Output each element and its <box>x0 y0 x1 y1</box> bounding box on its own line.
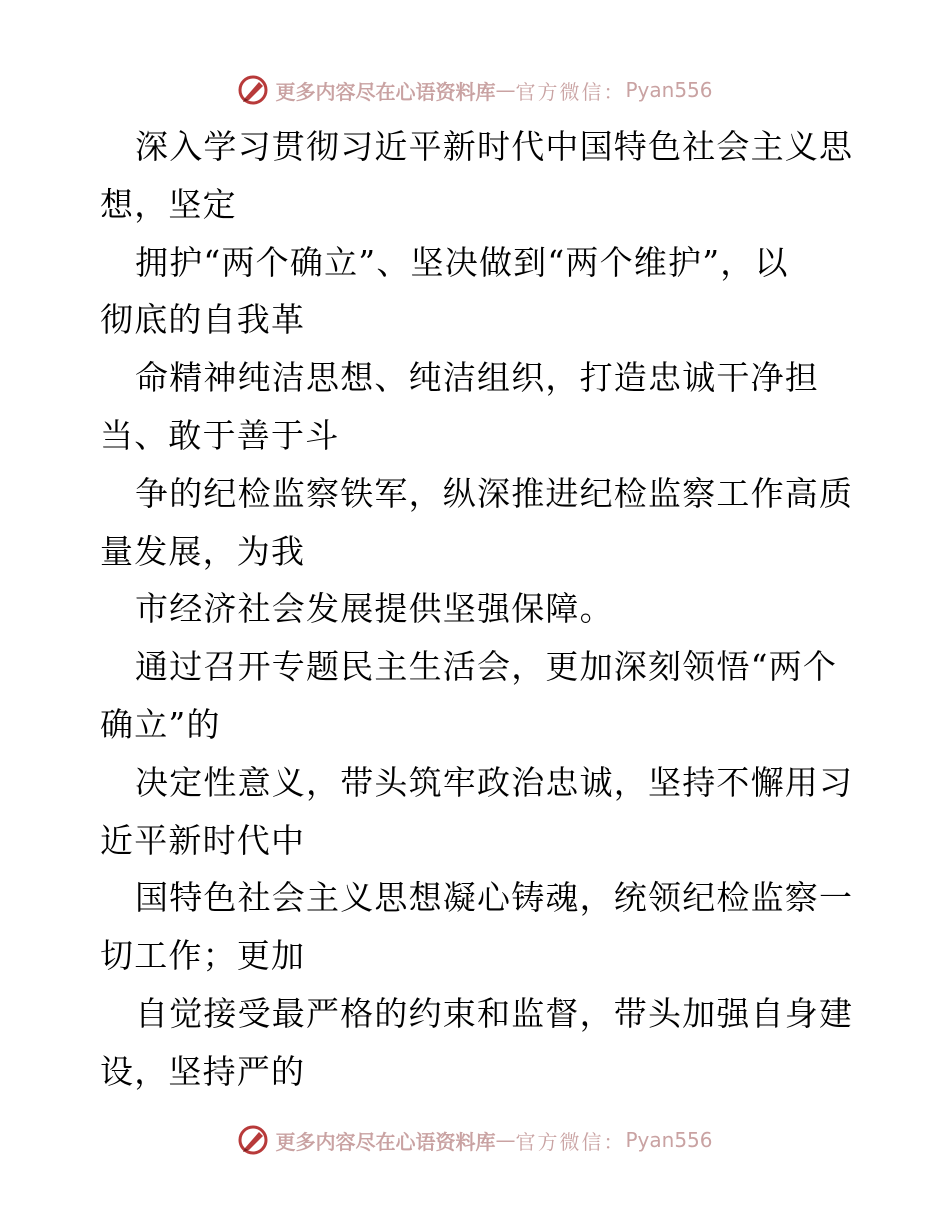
text-line: 切工作；更加 <box>100 936 306 976</box>
text-line: 拥护“两个确立”、坚决做到“两个维护”，以 <box>135 242 789 282</box>
text-line: 彻底的自我革 <box>100 300 306 340</box>
document-body <box>0 118 950 1101</box>
header-wechat-id: Pyan556 <box>625 78 713 102</box>
text-line: 决定性意义，带头筑牢政治忠诚，坚持不懈用习 <box>135 762 854 802</box>
text-line: 争的纪检监察铁军，纵深推进纪检监察工作高质 <box>135 473 854 513</box>
text-line: 想，坚定 <box>100 184 237 224</box>
pen-logo-icon <box>237 1124 269 1156</box>
text-line: 量发展，为我 <box>100 531 306 571</box>
footer-banner <box>0 1120 950 1160</box>
footer-separator: — <box>495 1128 516 1152</box>
footer-wechat-id: Pyan556 <box>625 1128 713 1152</box>
text-line: 自觉接受最严格的约束和监督，带头加强自身建 <box>135 993 854 1033</box>
header-wechat-label: 官方微信： <box>515 79 626 104</box>
text-line: 市经济社会发展提供坚强保障。 <box>135 589 614 629</box>
header-banner <box>0 70 950 110</box>
text-line: 深入学习贯彻习近平新时代中国特色社会主义思 <box>135 127 854 166</box>
footer-wechat-label: 官方微信： <box>515 1129 626 1154</box>
text-line: 命精神纯洁思想、纯洁组织，打造忠诚干净担 <box>135 358 819 398</box>
text-line: 设，坚持严的 <box>100 1051 306 1091</box>
text-line: 当、敢于善于斗 <box>100 415 340 455</box>
text-line: 国特色社会主义思想凝心铸魂，统领纪检监察一 <box>135 878 854 918</box>
pen-logo-icon <box>237 74 269 106</box>
footer-brand-text: 更多内容尽在心语资料库 <box>275 1129 496 1154</box>
header-brand-text: 更多内容尽在心语资料库 <box>275 79 496 104</box>
text-line: 近平新时代中 <box>100 820 306 860</box>
text-line: 通过召开专题民主生活会，更加深刻领悟“两个 <box>135 647 838 687</box>
text-line: 确立”的 <box>100 704 221 744</box>
header-separator: — <box>495 78 516 102</box>
